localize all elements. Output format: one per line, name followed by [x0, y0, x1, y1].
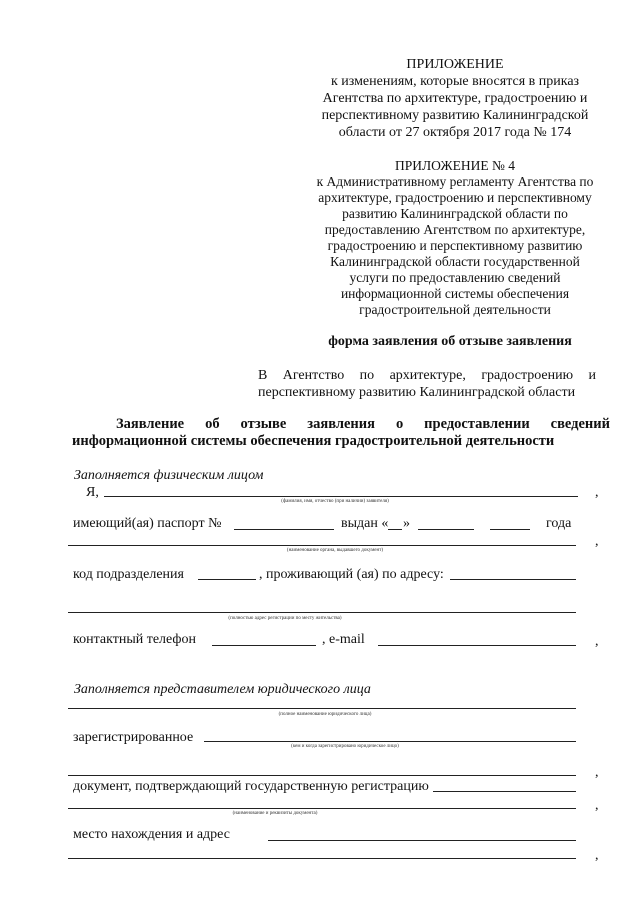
issued-year-field[interactable]	[490, 529, 530, 530]
addressee-line: В Агентство по архитектуре, градостроению и	[258, 368, 596, 383]
document-heading	[72, 416, 610, 450]
appendix-line: области от 27 октября 2017 года № 174	[338, 125, 572, 140]
division-label: код подразделения	[73, 567, 184, 582]
document-label: документ, подтверждающий государственную регистрацию	[73, 779, 429, 794]
appendix-line: перспективному развитию Калининградской	[321, 108, 589, 123]
comma: ,	[595, 848, 599, 863]
comma: ,	[595, 765, 599, 780]
addressee-block	[258, 367, 596, 401]
document-field[interactable]	[433, 791, 576, 792]
registered-continued-field[interactable]	[68, 775, 576, 776]
appendix4-line: предоставлению Агентством по архитектуре,	[324, 222, 586, 237]
appendix4-line: информационной системы обеспечения	[340, 286, 570, 301]
heading-line: информационной системы обеспечения градостроительной деятельности	[72, 433, 555, 449]
division-field[interactable]	[198, 579, 256, 580]
appendix4-line: развитию Калининградской области по	[342, 206, 568, 221]
fio-field[interactable]	[104, 496, 578, 497]
email-field[interactable]	[378, 645, 576, 646]
registered-label: зарегистрированное	[73, 730, 194, 745]
issued-label: выдан «	[341, 516, 389, 531]
issued-day-field[interactable]	[388, 529, 402, 530]
registered-field[interactable]	[204, 741, 576, 742]
appendix4-line: градостроительной деятельности	[359, 302, 551, 317]
appendix-line: Агентства по архитектуре, градостроению и	[322, 91, 588, 106]
year-label: года	[546, 516, 572, 531]
address-continued-field[interactable]	[68, 612, 576, 613]
comma: ,	[595, 485, 599, 500]
i-label: Я,	[86, 485, 99, 500]
document-caption: (наименование и реквизиты документа)	[232, 811, 318, 816]
legal-section-title: Заполняется представителем юридического лица	[74, 682, 371, 697]
location-continued-field[interactable]	[68, 858, 576, 859]
registered-caption: (кем и когда зарегистрировано юридическое лицо)	[291, 744, 399, 749]
appendix4-line: Калининградской области государственной	[330, 254, 580, 269]
addressee-line: перспективному развитию Калининградской области	[258, 385, 576, 400]
appendix4-line: архитектуре, градостроению и перспективному	[318, 190, 592, 205]
form-label: форма заявления об отзыве заявления	[328, 334, 572, 349]
comma: ,	[595, 634, 599, 649]
heading-line: Заявление об отзыве заявления о предоставлении сведений	[116, 416, 610, 432]
issuer-caption: (наименование органа, выдавшего документ)	[286, 548, 384, 553]
document-continued-field[interactable]	[68, 808, 576, 809]
issuer-field[interactable]	[68, 545, 576, 546]
comma: ,	[595, 534, 599, 549]
legal-name-field[interactable]	[68, 708, 576, 709]
location-label: место нахождения и адрес	[73, 827, 230, 842]
phone-label: контактный телефон	[73, 632, 196, 647]
appendix4-line: градостроению и перспективному развитию	[327, 238, 583, 253]
address-field[interactable]	[450, 579, 576, 580]
passport-label: имеющий(ая) паспорт №	[73, 516, 222, 531]
email-label: , e-mail	[322, 632, 365, 647]
fio-caption: (фамилия, имя, отчество (при наличии) заявителя)	[281, 499, 389, 504]
appendix4-block	[298, 158, 612, 318]
appendix4-line: услуги по предоставлению сведений	[349, 270, 561, 285]
appendix-block	[300, 56, 610, 141]
appendix4-title: ПРИЛОЖЕНИЕ № 4	[394, 158, 516, 173]
residing-label: , проживающий (ая) по адресу:	[259, 567, 444, 582]
individual-section-title: Заполняется физическим лицом	[74, 468, 264, 483]
appendix-title: ПРИЛОЖЕНИЕ	[406, 57, 504, 72]
location-field[interactable]	[268, 840, 576, 841]
passport-number-field[interactable]	[234, 529, 334, 530]
legal-name-caption: (полное наименование юридического лица)	[278, 712, 372, 717]
comma: ,	[595, 798, 599, 813]
issued-close: »	[403, 516, 410, 531]
appendix4-line: к Административному регламенту Агентства по	[316, 174, 594, 189]
phone-field[interactable]	[212, 645, 316, 646]
issued-month-field[interactable]	[418, 529, 474, 530]
appendix-line: к изменениям, которые вносятся в приказ	[330, 74, 580, 89]
address-caption: (полностью адрес регистрации по месту жительства)	[228, 616, 342, 621]
